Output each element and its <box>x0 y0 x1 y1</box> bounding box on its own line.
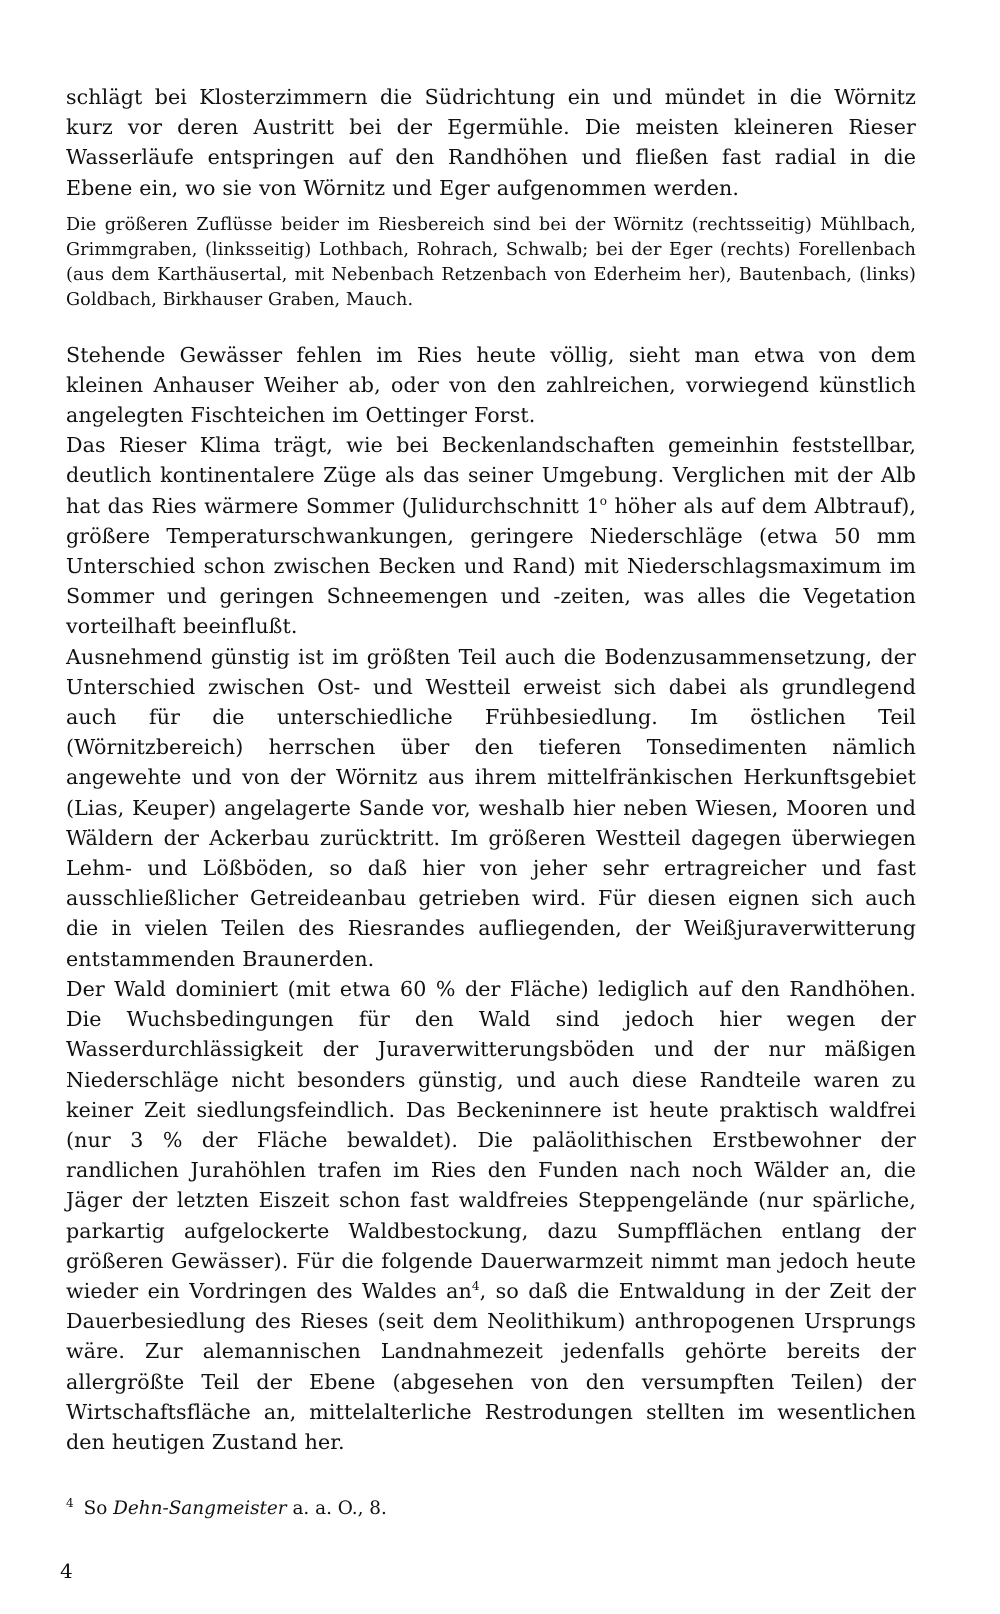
page-number: 4 <box>60 1559 73 1583</box>
footnote-suffix: a. a. O., 8. <box>292 1498 387 1520</box>
footnote-author: Dehn-Sangmeister <box>113 1498 287 1520</box>
page-body <box>66 82 916 1457</box>
climate-text-end: höher als auf dem Albtrauf), größere Temperaturschwankungen, geringere Niederschläge (etwa 50 mm Unterschied schon zwischen Becken und Rand) mit Niederschlagsmaximum im Sommer und geringen Schneemengen und -zeiten, was alles die Vegetation vorteilhaft beeinflußt. <box>66 493 916 639</box>
forest-text-start: Der Wald dominiert (mit etwa 60 % der Fläche) lediglich auf den Randhöhen. Die Wuchsbedingungen für den Wald sind jedoch hier wegen der Wasserdurchlässigkeit der Juraverwitterungsböden und der nur mäßigen Niederschläge nicht besonders günstig, und auch diese Randteile waren zu keiner Zeit siedlungsfeindlich. Das Beckeninnere ist heute praktisch waldfrei (nur 3 % der Fläche bewaldet). Die paläolithischen Erstbewohner der randlichen Jurahöhlen trafen im Ries den Funden nach noch Wälder an, die Jäger der letzten Eiszeit schon fast waldfreies Steppengelände (nur spärliche, parkartig aufgelockerte Waldbestockung, dazu Sumpfflächen entlang der größeren Gewässer). Für die folgende Dauerwarmzeit nimmt man jedoch heute wieder ein Vordringen des Waldes an <box>66 976 916 1303</box>
paragraph-standing-waters: Stehende Gewässer fehlen im Ries heute völlig, sieht man etwa von dem kleinen Anhauser Weiher ab, oder von den zahlreichen, vorwiegend künstlich angelegten Fischteichen im Oettinger Forst. <box>66 342 916 428</box>
paragraph-forest <box>66 974 916 1457</box>
forest-text-end: , so daß die Entwaldung in der Zeit der Dauerbesiedlung des Rieses (seit dem Neolithikum) anthropogenen Ursprungs wäre. Zur alemannischen Landnahmezeit jedenfalls gehörte bereits der allergrößte Teil der Ebene (abgesehen von den versumpften Teilen) der Wirtschaftsfläche an, mittelalterliche Restrodungen stellten im wesentlichen den heutigen Zustand her. <box>66 1278 916 1454</box>
footnote-prefix: So <box>83 1498 108 1520</box>
paragraph-soil: Ausnehmend günstig ist im größten Teil auch die Bodenzusammensetzung, der Unterschied zwischen Ost- und Westteil erweist sich dabei als grundlegend auch für die unterschiedliche Frühbesiedlung. Im östlichen Teil (Wörnitzbereich) herrschen über den tieferen Tonsedimenten nämlich angewehte und von der Wörnitz aus ihrem mittelfränkischen Herkunftsgebiet (Lias, Keuper) angelagerte Sande vor, weshalb hier neben Wiesen, Mooren und Wäldern der Ackerbau zurücktritt. Im größeren Westteil dagegen überwiegen Lehm- und Lößböden, so daß hier von jeher sehr ertragreicher und fast ausschließlicher Getreideanbau getrieben wird. Für diesen eignen sich auch die in vielen Teilen des Riesrandes aufliegenden, der Weißjuraverwitterung entstammenden Braunerden. <box>66 644 916 971</box>
degree-sign: o <box>599 493 608 508</box>
paragraph-tributaries-small: Die größeren Zuflüsse beider im Riesbereich sind bei der Wörnitz (rechtsseitig) Mühlbach, Grimmgraben, (linksseitig) Lothbach, Rohrach, Schwalb; bei der Eger (rechts) Forellenbach (aus dem Karthäusertal, mit Nebenbach Retzenbach von Ederheim her), Bautenbach, (links) Goldbach, Birkhauser Graben, Mauch. <box>66 214 916 311</box>
climate-text-start: Das Rieser Klima trägt, wie bei Beckenlandschaften gemeinhin feststellbar, deutlich kontinentalere Züge als das seiner Umgebung. Verglichen mit der Alb hat das Ries wärmere Sommer (Julidurchschnitt 1 <box>66 433 916 518</box>
paragraph-climate <box>66 430 916 641</box>
paragraph-river-course: schlägt bei Klosterzimmern die Südrichtung ein und mündet in die Wörnitz kurz vor deren Austritt bei der Egermühle. Die meisten kleineren Rieser Wasserläufe entspringen auf den Randhöhen und fließen fast radial in die Ebene ein, wo sie von Wörnitz und Eger aufgenommen werden. <box>66 85 916 200</box>
footnote <box>66 1491 387 1521</box>
footnote-reference: 4 <box>471 1279 480 1294</box>
footnote-marker: 4 <box>66 1496 74 1510</box>
